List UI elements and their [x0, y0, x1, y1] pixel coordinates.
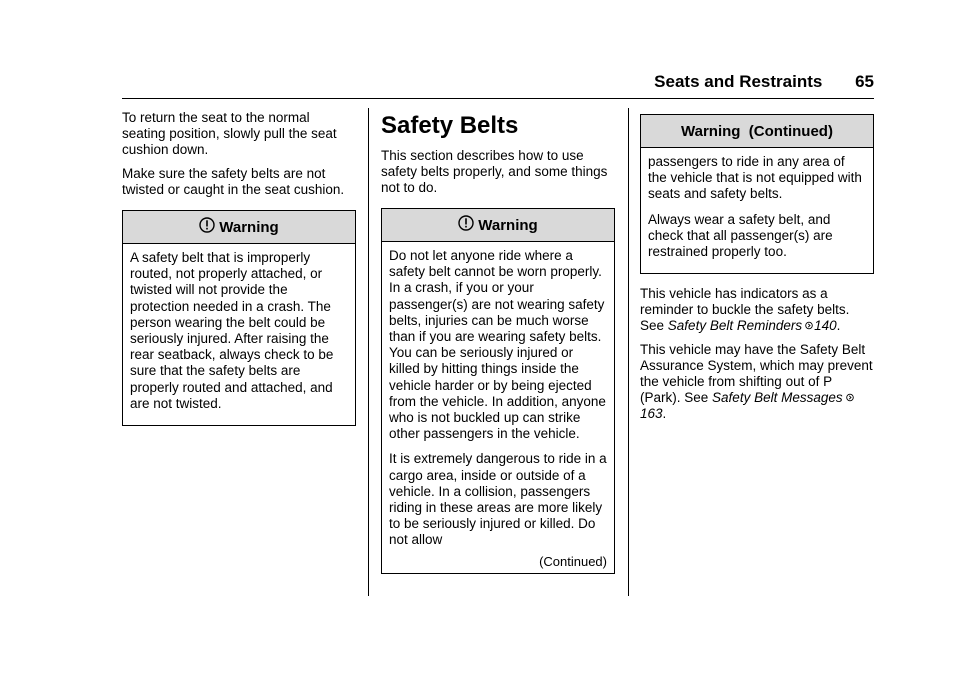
- warning-box-continued: [640, 114, 874, 274]
- paragraph: This vehicle may have the Safety Belt Assurance System, which may prevent the vehicle from shifting out of P (Park). See Safety Belt Messages163.: [640, 342, 873, 422]
- warning-text: passengers to ride in any area of the vehicle that is not equipped with seats and safety belts.: [648, 154, 862, 202]
- paragraph: To return the seat to the normal seating position, slowly pull the seat cushion down.: [122, 110, 337, 157]
- warning-box: [381, 208, 615, 574]
- cross-reference-link[interactable]: Safety Belt Reminders: [667, 318, 803, 334]
- paragraph: This vehicle has indicators as a reminder to buckle the safety belts. See Safety Belt Reminders 140.: [640, 286, 850, 334]
- page-reference[interactable]: 163: [640, 406, 663, 422]
- column-3: [640, 110, 874, 430]
- warning-title: Warning: [478, 216, 538, 234]
- warning-icon: [199, 217, 215, 237]
- warning-header: [382, 209, 614, 242]
- column-1: [122, 110, 356, 426]
- column-divider: [628, 108, 629, 596]
- warning-title: Warning: [219, 218, 279, 236]
- warning-text: A safety belt that is improperly routed, not properly attached, or twisted will not provide the protection needed in a crash. The person wearing the belt could be seriously injured. After raising the rear seatback, always check to be sure that the safety belts are properly routed and attached, and are not twisted.: [130, 250, 334, 411]
- column-2: [381, 110, 615, 574]
- page-ref-arrow-icon: [805, 318, 813, 334]
- warning-header: [123, 211, 355, 244]
- warning-body: [641, 148, 873, 273]
- section-heading: Safety Belts: [381, 112, 519, 139]
- warning-text: It is extremely dangerous to ride in a cargo area, inside or outside of a vehicle. In a collision, passengers riding in these areas are more likely to be seriously injured or killed. Do not allow: [389, 451, 607, 548]
- section-title: Seats and Restraints: [654, 72, 823, 91]
- warning-title: Warning (Continued): [681, 122, 833, 140]
- warning-text: Do not let anyone ride where a safety belt cannot be worn properly. In a crash, if you or your passenger(s) are not wearing safety belts, injuries can be much worse than if you are wearing safety belts. You can be seriously injured or killed by hitting things inside the vehicle harder or by being ejected from the vehicle. In addition, anyone who is not buckled up can strike other passengers in the vehicle.: [389, 248, 606, 442]
- continued-label: (Continued): [539, 553, 607, 569]
- warning-header: [641, 115, 873, 148]
- warning-icon: [458, 215, 474, 235]
- warning-text: Always wear a safety belt, and check that all passenger(s) are restrained properly too.: [648, 211, 833, 260]
- warning-body: [123, 244, 355, 425]
- header-rule: [122, 98, 874, 99]
- column-divider: [368, 108, 369, 596]
- warning-box: [122, 210, 356, 426]
- page-reference[interactable]: 140: [814, 318, 837, 334]
- warning-body: [382, 242, 614, 573]
- page-number: 65: [855, 72, 874, 91]
- paragraph: Make sure the safety belts are not twisted or caught in the seat cushion.: [122, 166, 345, 197]
- cross-reference-link[interactable]: Safety Belt Messages: [712, 390, 843, 406]
- paragraph: This section describes how to use safety belts properly, and some things not to do.: [381, 148, 608, 195]
- page-ref-arrow-icon: [846, 390, 854, 406]
- page-header: [654, 72, 874, 92]
